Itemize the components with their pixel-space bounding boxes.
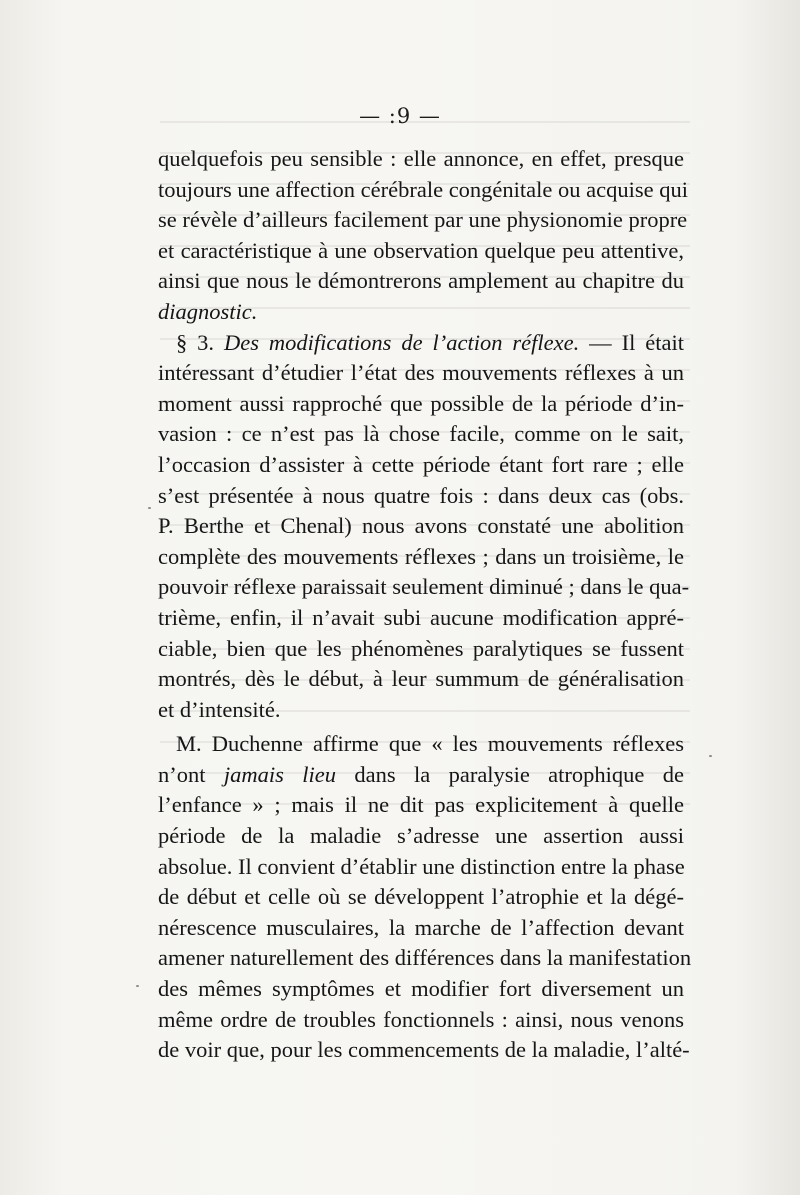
- text-line: de début et celle où se développent l’atrophie et la dégé-: [158, 884, 684, 910]
- text-line: quelquefois peu sensible : elle annonce, en effet, presque: [158, 146, 684, 171]
- paper-speck: [136, 985, 139, 987]
- text-line: intéressant d’étudier l’état des mouvements réflexes à un: [158, 360, 684, 386]
- text-line: l’occasion d’assister à cette période étant fort rare ; elle: [158, 451, 684, 477]
- section-heading-tail: — Il était: [579, 329, 684, 355]
- section-title: Des modifications de l’action réflexe.: [223, 329, 580, 355]
- text-line: ainsi que nous le démontrerons amplement au chapitre du: [158, 268, 684, 294]
- text-line: trième, enfin, il n’avait subi aucune modification appré-: [158, 604, 684, 630]
- text-line: l’enfance » ; mais il ne dit pas explicitement à quelle: [158, 792, 684, 818]
- page-body: [158, 144, 692, 1066]
- paragraph-1: [158, 144, 688, 328]
- text-fragment: dans la paralysie atrophique de: [336, 761, 684, 787]
- text-line-last: et d’intensité.: [158, 696, 281, 722]
- paragraph-2: [158, 328, 690, 726]
- section-number: § 3.: [176, 329, 224, 355]
- text-line: période de la maladie s’adresse une assertion aussi: [158, 823, 684, 849]
- text-line-last: diagnostic.: [158, 298, 258, 324]
- text-line: M. Duchenne affirme que « les mouvements réflexes: [176, 731, 684, 757]
- text-line: amener naturellement des différences dans la manifestation: [158, 945, 692, 971]
- text-line: ciable, bien que les phénomènes paralytiques se fussent: [158, 635, 684, 661]
- text-line: pouvoir réflexe paraissait seulement diminué ; dans le qua-: [158, 574, 690, 600]
- text-line: vasion : ce n’est pas là chose facile, comme on le sait,: [158, 421, 684, 447]
- text-line: et caractéristique à une observation quelque peu attentive,: [158, 237, 684, 263]
- text-line: même ordre de troubles fonctionnels : ainsi, nous venons: [158, 1006, 684, 1032]
- text-line: complète des mouvements réflexes ; dans un troisième, le: [158, 543, 684, 569]
- section-heading-line: [158, 328, 684, 359]
- text-line: P. Berthe et Chenal) nous avons constaté une abolition: [158, 513, 684, 539]
- text-line: montrés, dès le début, à leur summum de généralisation: [158, 666, 684, 692]
- text-line: nérescence musculaires, la marche de l’affection devant: [158, 914, 684, 940]
- text-fragment: n’ont: [158, 761, 224, 787]
- paragraph-3: [158, 729, 692, 1066]
- text-line-with-italic: [158, 760, 684, 791]
- italic-quote: jamais lieu: [223, 761, 336, 787]
- text-line: de voir que, pour les commencements de la maladie, l’alté-: [158, 1037, 690, 1063]
- text-line: moment aussi rapproché que possible de la période d’in-: [158, 390, 684, 416]
- paper-speck: [709, 755, 712, 757]
- text-line: se révèle d’ailleurs facilement par une physionomie propre: [158, 207, 688, 233]
- page-number: — :9 —: [359, 104, 441, 128]
- text-line: s’est présentée à nous quatre fois : dans deux cas (obs.: [158, 482, 684, 508]
- text-line: absolue. Il convient d’établir une distinction entre la phase: [158, 853, 685, 879]
- paper-speck: [148, 507, 151, 509]
- text-line: toujours une affection cérébrale congénitale ou acquise qui: [158, 176, 688, 202]
- text-line: des mêmes symptômes et modifier fort diversement un: [158, 976, 684, 1002]
